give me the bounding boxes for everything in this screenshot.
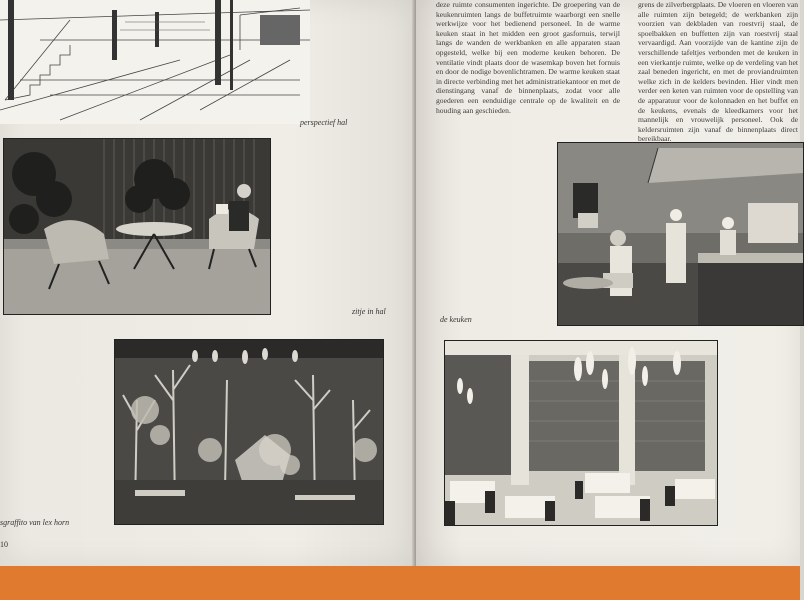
caption-lounge: zitje in hal — [352, 307, 386, 316]
caption-kitchen: de keuken — [440, 315, 472, 324]
dining-hall-photo — [444, 340, 718, 526]
body-text-column-2 — [638, 0, 798, 144]
hall-perspective-sketch — [0, 0, 310, 124]
right-page — [416, 0, 800, 566]
sgraffito-mural-photo — [114, 339, 384, 525]
caption-sketch: perspectief hal — [300, 118, 348, 127]
body-text-column-1 — [436, 0, 620, 125]
page-number: 10 — [0, 540, 8, 549]
body-text-2: grens de zilverbergplaats. De vloeren en vloeren van alle ruimten zijn betegeld; de werkbanken zijn voorzien van dekbladen van roestvrij staal, de spoelbakken en buffetten zijn van roestvrij staal vervaardigd. Aan voorzijde van de kantine zijn de verschillende tafeltjes verbonden met de keuken in een vierkantje ruimte, welke op de verdeling van het zaal beneden ingericht, en met de proviandruimten welke zich in de kelders bevinden. Hier vindt men verder een keten van ruimten voor de opstelling van de apparatuur voor de kolonnaden en het buffet en de keukens, evenals de kleedkamers voor het mannelijk en vrouwelijk personeel. Ook de keldersruimten zijn vanaf de binnenplaats direct bereikbaar. — [638, 0, 798, 144]
body-text-1: deze ruimte consumenten ingerichte. De groepering van de keukenruimten langs de buffetruimte waarborgt een snelle werkwijze voor het bedienend personeel. In de warme keuken staat in het midden een groot gasfornuis, terwijl langs de wanden de werkbanken en alle apparaten staan opgesteld, welke bij een moderne keuken behoren. De ventilatie vindt plaats door de wasemkap boven het fornuis en door de nodige bovenlichtramen. De warme keuken staat in directe verbinding met het administratiekantoor en met de dienstingang vanaf de binnenplaats, zodat voor alle goederen een eenduidige centrale op de kwaliteit en de houding aan geschieden. — [436, 0, 620, 115]
left-page — [0, 0, 416, 566]
caption-mural: sgraffito van lex horn — [0, 518, 70, 527]
hall-lounge-photo — [3, 138, 271, 315]
orange-table-surface — [0, 562, 800, 600]
kitchen-photo — [557, 142, 804, 326]
